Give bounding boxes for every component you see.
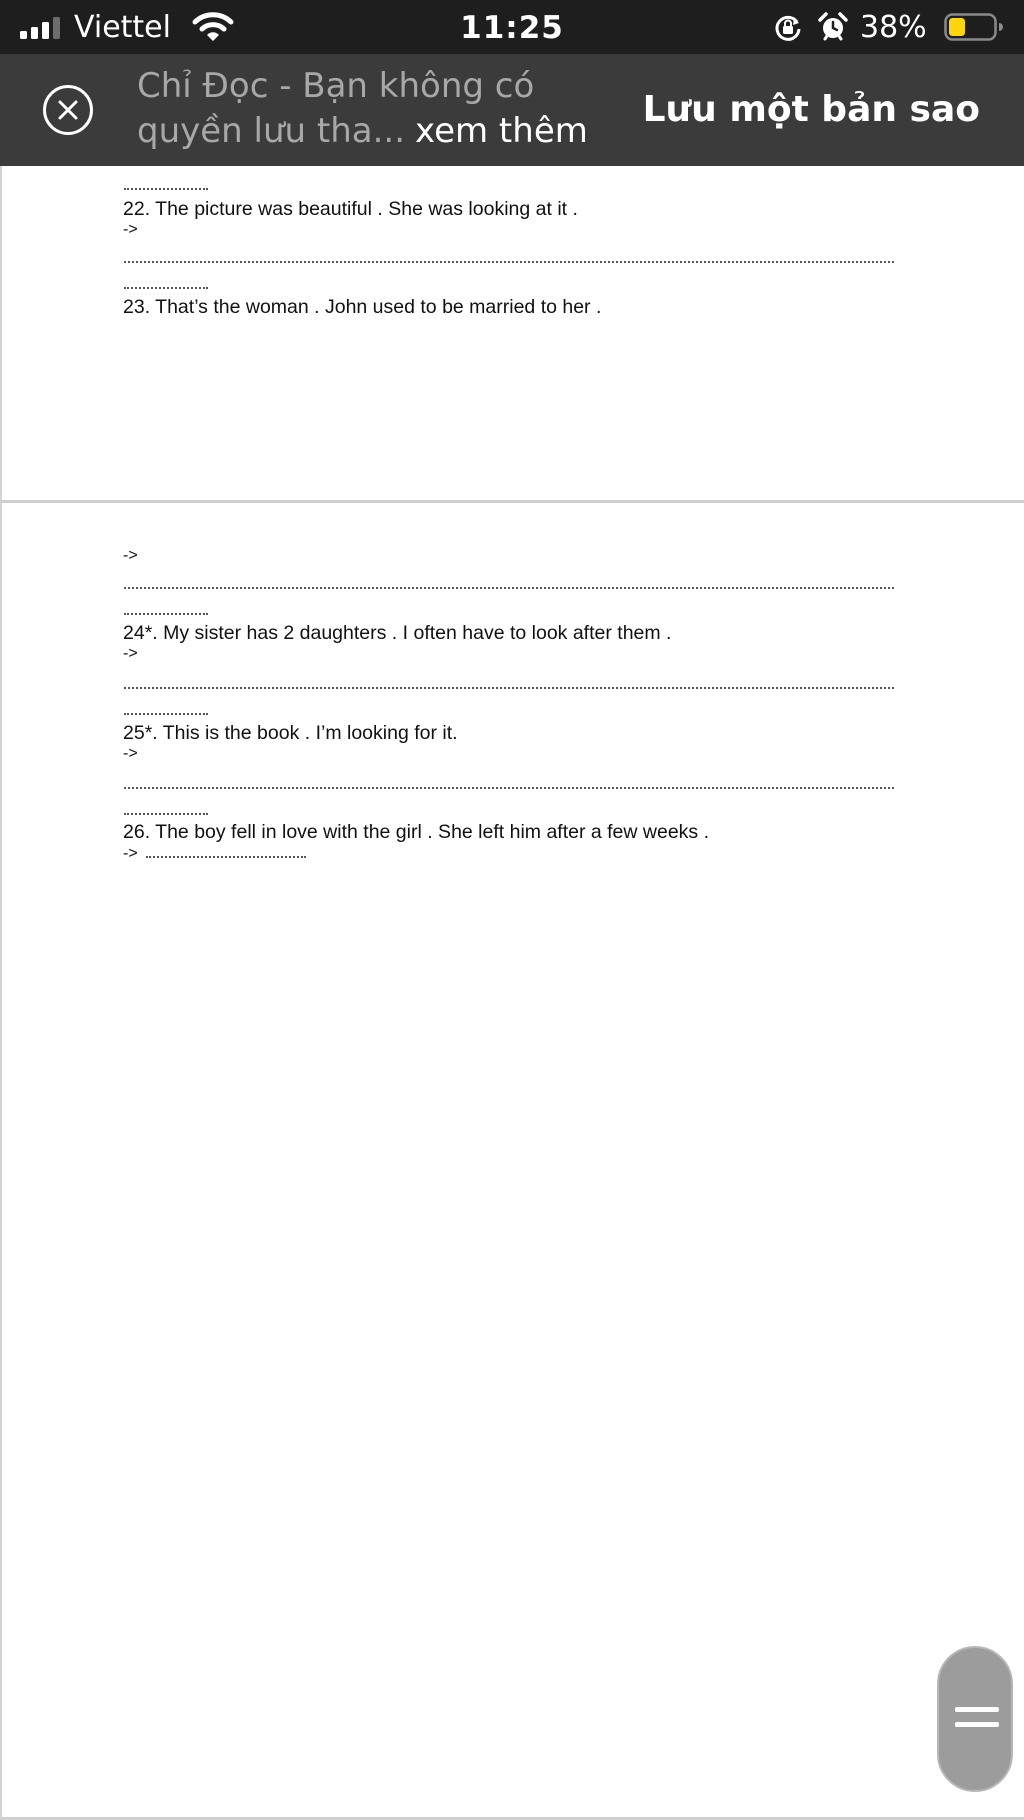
dotted-answer-line — [124, 813, 208, 815]
answer-arrow: -> — [123, 745, 138, 762]
question-23: 23. That’s the woman . John used to be married to her . — [123, 296, 602, 318]
answer-line-26 — [123, 845, 306, 863]
dotted-answer-line — [124, 188, 208, 190]
answer-arrow: -> — [123, 645, 138, 662]
dotted-answer-line — [124, 787, 894, 789]
read-only-banner — [0, 54, 1024, 166]
status-bar — [0, 0, 1024, 54]
question-26: 26. The boy fell in love with the girl . She left him after a few weeks . — [123, 821, 710, 843]
dotted-answer-line — [124, 287, 208, 289]
document-page-2 — [0, 503, 1024, 1820]
answer-arrow: -> — [123, 221, 138, 238]
read-only-message-line1: Chỉ Đọc - Bạn không có — [137, 66, 535, 106]
dotted-answer-line — [124, 587, 894, 589]
close-circle-icon[interactable] — [42, 84, 94, 136]
question-25: 25*. This is the book . I’m looking for it. — [123, 722, 458, 744]
question-24: 24*. My sister has 2 daughters . I often have to look after them . — [123, 622, 672, 644]
battery-percent: 38% — [860, 10, 927, 45]
dotted-answer-line — [124, 261, 894, 263]
dotted-answer-line — [124, 613, 208, 615]
read-only-message-line2: quyền lưu tha... — [137, 111, 406, 151]
dotted-answer-line — [124, 713, 208, 715]
carrier-name: Viettel — [74, 10, 171, 45]
battery-icon — [944, 13, 1004, 41]
rotation-lock-icon — [774, 14, 802, 42]
document-page-1 — [0, 166, 1024, 503]
drag-handle-icon — [955, 1722, 999, 1727]
question-22: 22. The picture was beautiful . She was looking at it . — [123, 198, 578, 220]
document-viewer[interactable] — [0, 166, 1024, 1820]
dotted-answer-line — [146, 856, 306, 858]
answer-arrow: -> — [123, 547, 138, 564]
alarm-icon — [818, 12, 848, 42]
dotted-answer-line — [124, 687, 894, 689]
read-only-message — [137, 64, 657, 154]
drag-handle-icon — [955, 1707, 999, 1712]
clock: 11:25 — [460, 10, 564, 46]
scroll-handle[interactable] — [937, 1646, 1013, 1792]
answer-arrow: -> — [123, 845, 138, 862]
see-more-link[interactable]: xem thêm — [415, 111, 588, 151]
save-copy-button[interactable]: Lưu một bản sao — [642, 89, 980, 130]
